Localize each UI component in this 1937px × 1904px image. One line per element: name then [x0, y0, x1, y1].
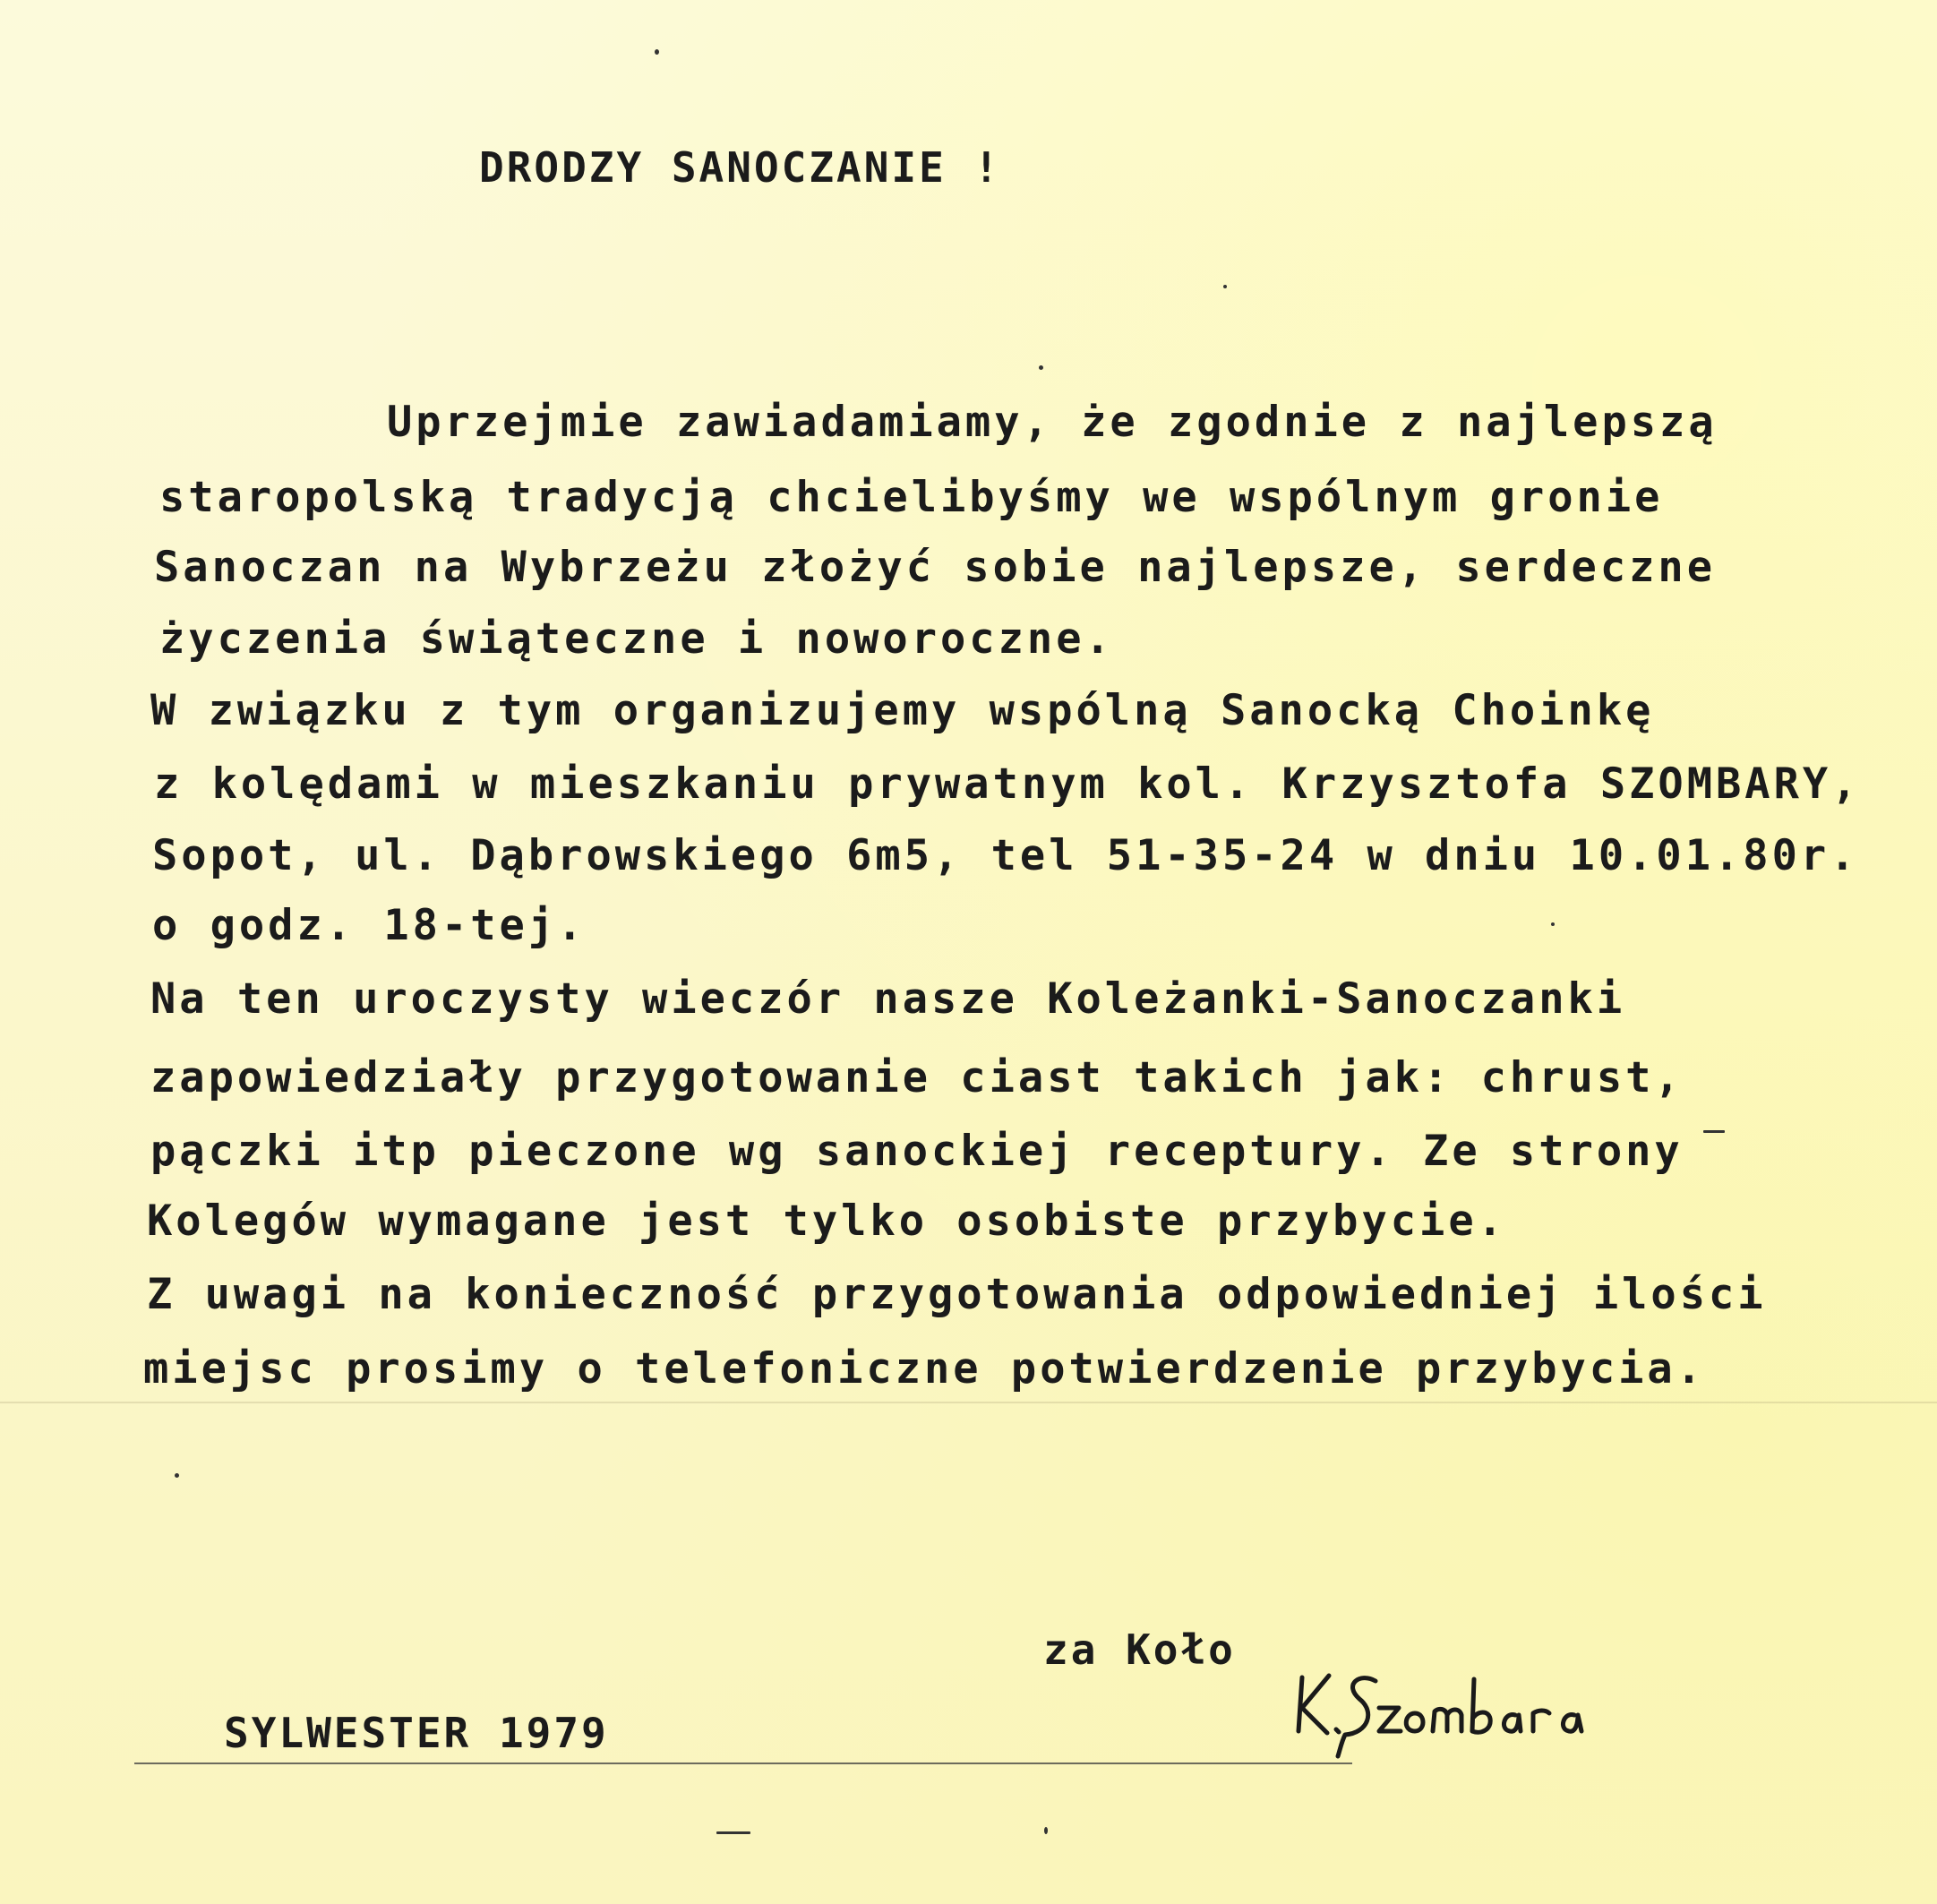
ink-speck — [1039, 365, 1043, 370]
body-line: Uprzejmie zawiadamiamy, że zgodnie z najlepszą — [387, 398, 1718, 447]
body-line: Z uwagi na konieczność przygotowania odpowiedniej ilości — [147, 1270, 1767, 1319]
body-line: o godz. 18-tej. — [152, 901, 587, 950]
body-line: miejsc prosimy o telefoniczne potwierdzenie przybycia. — [143, 1344, 1706, 1394]
ink-speck — [716, 1831, 750, 1834]
ink-speck — [1044, 1827, 1048, 1834]
handwritten-signature — [1290, 1661, 1621, 1760]
body-line: W związku z tym organizujemy wspólną Sanocką Choinkę — [150, 686, 1655, 735]
paper-fold-line — [0, 1402, 1937, 1403]
body-line: staropolską tradycją chcielibyśmy we wspólnym gronie — [159, 473, 1664, 522]
letter-heading: DRODZY SANOCZANIE ! — [479, 143, 1002, 192]
ink-speck — [655, 49, 659, 55]
bottom-rule — [134, 1762, 1352, 1764]
ink-speck — [175, 1473, 179, 1478]
body-line: Na ten uroczysty wieczór nasze Koleżanki-Sanoczanki — [150, 974, 1626, 1024]
letter-date: SYLWESTER 1979 — [224, 1709, 609, 1757]
body-line: z kolędami w mieszkaniu prywatnym kol. Krzysztofa SZOMBARY, — [154, 759, 1861, 809]
signoff-label: za Koło — [1043, 1625, 1236, 1674]
ink-speck — [1223, 285, 1227, 288]
body-line: Sopot, ul. Dąbrowskiego 6m5, tel 51-35-24 w dniu 10.01.80r. — [152, 831, 1859, 880]
body-line: zapowiedziały przygotowanie ciast takich jak: chrust, — [150, 1053, 1684, 1102]
ink-speck — [1703, 1130, 1725, 1133]
body-line: Kolegów wymagane jest tylko osobiste przybycie. — [147, 1196, 1506, 1246]
body-line: pączki itp pieczone wg sanockiej receptury. Ze strony — [150, 1127, 1684, 1176]
body-line: Sanoczan na Wybrzeżu złożyć sobie najlepsze, serdeczne — [154, 543, 1717, 592]
ink-speck — [1551, 922, 1555, 926]
body-line: życzenia świąteczne i noworoczne. — [159, 614, 1114, 664]
